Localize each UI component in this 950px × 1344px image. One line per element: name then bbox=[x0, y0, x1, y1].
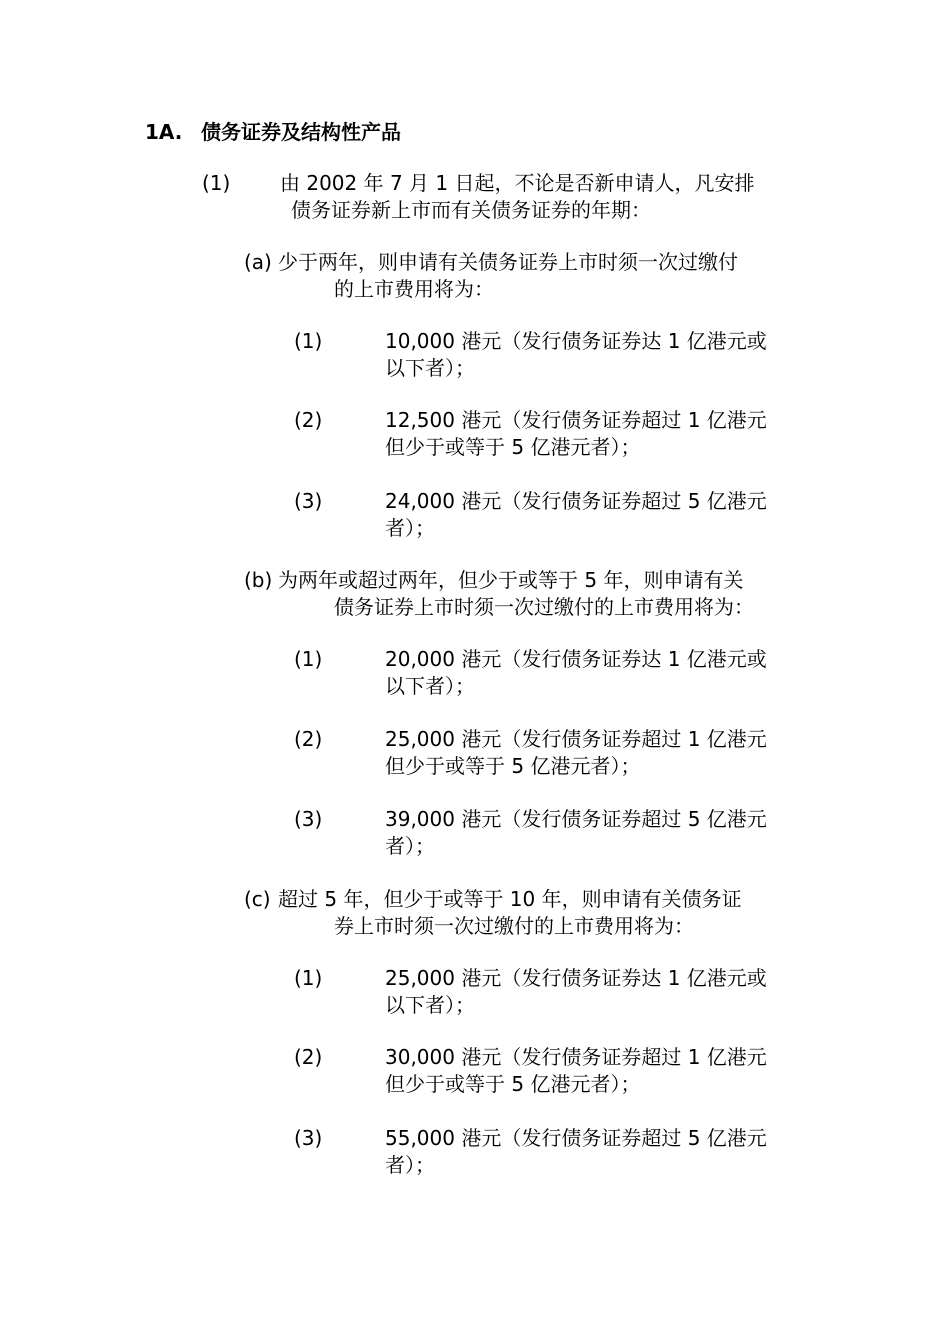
item-line-2: 者）； bbox=[385, 1153, 435, 1177]
clause-b-line-2: 债务证券上市时须一次过缴付的上市费用将为： bbox=[334, 595, 754, 619]
clause-c-line-2: 券上市时须一次过缴付的上市费用将为： bbox=[334, 914, 694, 938]
clause-b-line-1: 为两年或超过两年，但少于或等于 5 年，则申请有关 bbox=[278, 568, 744, 592]
item-marker: (1) bbox=[294, 966, 323, 990]
item-marker: (1) bbox=[294, 647, 323, 671]
item-line-2: 但少于或等于 5 亿港元者）； bbox=[385, 754, 641, 778]
paragraph-1-marker: (1) bbox=[202, 171, 231, 195]
item-marker: (3) bbox=[294, 489, 323, 513]
section-title: 债务证券及结构性产品 bbox=[201, 120, 401, 144]
clause-c-line-1: 超过 5 年，但少于或等于 10 年，则申请有关债务证 bbox=[278, 887, 742, 911]
clause-b-marker: (b) bbox=[244, 568, 273, 592]
item-marker: (2) bbox=[294, 408, 323, 432]
item-line-1: 55,000 港元（发行债务证券超过 5 亿港元 bbox=[385, 1126, 767, 1150]
item-line-2: 以下者）； bbox=[385, 674, 475, 698]
section-number: 1A. bbox=[145, 120, 183, 144]
item-line-2: 但少于或等于 5 亿港元者）； bbox=[385, 1072, 641, 1096]
item-line-1: 25,000 港元（发行债务证券达 1 亿港元或 bbox=[385, 966, 767, 990]
paragraph-1-line-2: 债务证券新上市而有关债务证券的年期： bbox=[291, 198, 651, 222]
item-line-1: 12,500 港元（发行债务证券超过 1 亿港元 bbox=[385, 408, 767, 432]
paragraph-1-line-1: 由 2002 年 7 月 1 日起，不论是否新申请人，凡安排 bbox=[280, 171, 755, 195]
item-line-1: 20,000 港元（发行债务证券达 1 亿港元或 bbox=[385, 647, 767, 671]
item-line-1: 39,000 港元（发行债务证券超过 5 亿港元 bbox=[385, 807, 767, 831]
clause-a-marker: (a) bbox=[244, 250, 272, 274]
clause-a-line-1: 少于两年，则申请有关债务证券上市时须一次过缴付 bbox=[278, 250, 738, 274]
clause-a-line-2: 的上市费用将为： bbox=[334, 277, 494, 301]
item-marker: (2) bbox=[294, 727, 323, 751]
item-line-2: 者）； bbox=[385, 834, 435, 858]
item-line-1: 24,000 港元（发行债务证券超过 5 亿港元 bbox=[385, 489, 767, 513]
item-line-1: 10,000 港元（发行债务证券达 1 亿港元或 bbox=[385, 329, 767, 353]
item-line-1: 30,000 港元（发行债务证券超过 1 亿港元 bbox=[385, 1045, 767, 1069]
item-line-2: 以下者）； bbox=[385, 356, 475, 380]
item-line-2: 者）； bbox=[385, 516, 435, 540]
item-line-1: 25,000 港元（发行债务证券超过 1 亿港元 bbox=[385, 727, 767, 751]
item-marker: (3) bbox=[294, 1126, 323, 1150]
section-heading bbox=[145, 116, 401, 145]
item-line-2: 以下者）； bbox=[385, 993, 475, 1017]
item-marker: (3) bbox=[294, 807, 323, 831]
clause-c-marker: (c) bbox=[244, 887, 271, 911]
item-marker: (1) bbox=[294, 329, 323, 353]
item-line-2: 但少于或等于 5 亿港元者）； bbox=[385, 435, 641, 459]
item-marker: (2) bbox=[294, 1045, 323, 1069]
